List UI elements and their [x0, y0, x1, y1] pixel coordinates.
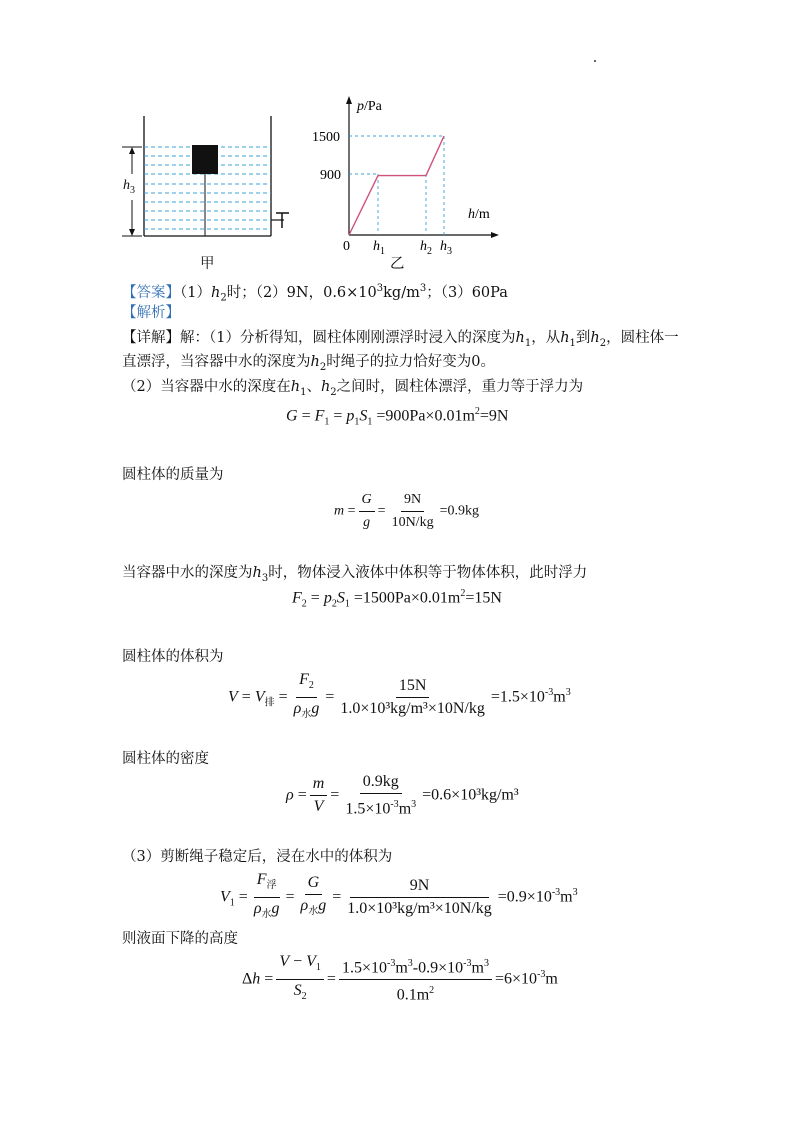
- y-tick-900: 900: [320, 168, 341, 183]
- equation-submerged-volume: $V_1$ = $\frac{F_浮}{\rho_水g}$ = $\frac{G}{\rho_水g}$ = $\frac{9N}{\text{1.0×10³kg/m³×10N/kg}}$ $=0.9\times 10^{-3}m^3$: [220, 871, 578, 921]
- h3-label: $h_3$: [123, 178, 135, 196]
- x-axis-label: h/m: [468, 207, 490, 222]
- equation-height-drop: Δh = $\frac{V - V_1}{S_2}$ = $\frac{1.5\times 10^{-3}m^3-0.9\times 10^{-3}m^3}{0.1m^2}$ $=6\times 10^{-3}m$: [242, 953, 558, 1004]
- x-tick-h3: $h_3$: [440, 239, 452, 257]
- equation-buoyancy: $F_2 = p_2S_1 =1500Pa\times 0.01m^2=15N$: [292, 588, 502, 610]
- detail-line-1: 【详解】解：（1）分析得知，圆柱体刚刚漂浮时浸入的深度为$h_1$，从$h_1$到$h_2$，圆柱体一: [122, 330, 679, 349]
- equation-density: ρ = $\frac{m}{V}$ = $\frac{0.9kg}{1.5\times 10^{-3}m^3}$ =0.6×10³kg/m³: [286, 773, 519, 818]
- detail-line-2: 直漂浮，当容器中水的深度为$h_2$时绳子的拉力恰好变为0。: [122, 354, 495, 373]
- origin-label: 0: [343, 239, 350, 254]
- detail-line-5: 当容器中水的深度为$h_3$时，物体浸入液体中体积等于物体体积，此时浮力: [122, 565, 588, 584]
- equation-gravity: $G = F_1 = p_1S_1 =900Pa\times 0.01m^2=9N$: [286, 406, 509, 428]
- cylinder-block: [192, 145, 218, 174]
- answer-line: 【答案】$(1)h_2$时；（2）9N，$0.6\times 10^3kg/m^3$；（3）60Pa: [122, 283, 508, 304]
- caption-yi: 乙: [390, 256, 405, 272]
- page-dot: [594, 60, 596, 62]
- y-tick-1500: 1500: [312, 130, 340, 145]
- line-segment-3: [426, 136, 444, 176]
- equation-mass: m = $\frac{G}{g}$ = $\frac{9N}{10N/kg}$ =0.9kg: [334, 492, 479, 530]
- detail-line-6: 圆柱体的体积为: [122, 649, 224, 665]
- y-axis-label: p/Pa: [357, 99, 382, 114]
- detail-line-8: （3）剪断绳子稳定后，浸在水中的体积为: [122, 849, 393, 865]
- detail-line-9: 则液面下降的高度: [122, 931, 238, 947]
- equation-volume: $V = V_排$ = $\frac{F_2}{\rho_水g}$ = $\frac{15N}{\text{1.0×10³kg/m³×10N/kg}}$ $=1.5\times 10^{-3}m^3$: [228, 671, 571, 721]
- detail-line-4: 圆柱体的质量为: [122, 467, 224, 483]
- line-segment-1: [349, 176, 378, 235]
- detail-line-3: （2）当容器中水的深度在$h_1$、$h_2$之间时，圆柱体漂浮，重力等于浮力为: [122, 379, 584, 398]
- x-tick-h2: $h_2$: [420, 239, 432, 257]
- analysis-tag: 【解析】: [122, 305, 180, 321]
- container-figure: [118, 108, 298, 243]
- x-tick-h1: $h_1$: [373, 239, 385, 257]
- pressure-depth-chart: [300, 90, 510, 260]
- caption-jia: 甲: [200, 256, 215, 272]
- answer-tag: 【答案】: [122, 284, 180, 301]
- detail-line-7: 圆柱体的密度: [122, 751, 209, 767]
